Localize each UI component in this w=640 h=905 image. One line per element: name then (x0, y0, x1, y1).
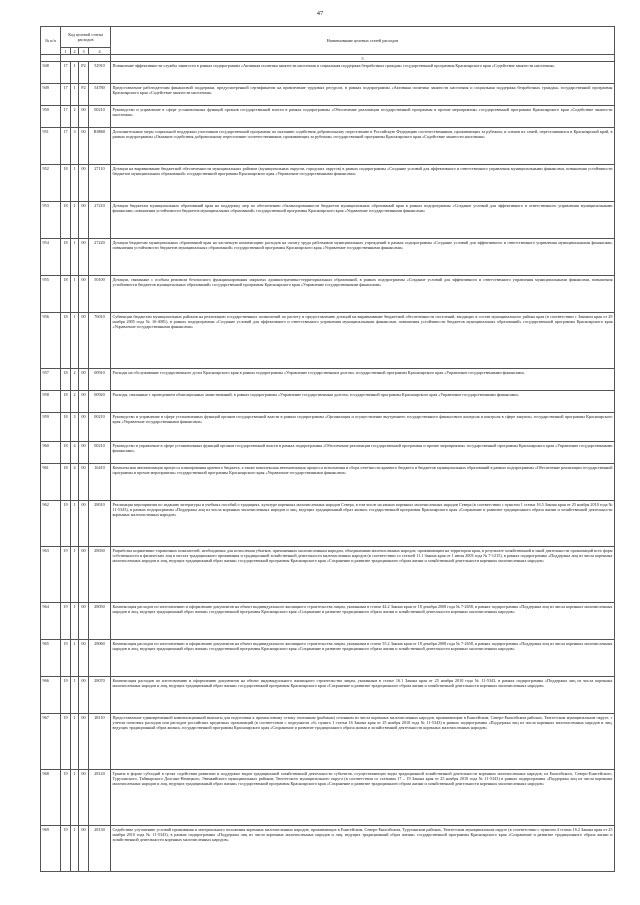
code-part-4: 28030 (89, 547, 111, 603)
header-code-group: Код целевой статьи расходов (61, 27, 111, 48)
row-number: 959 (41, 413, 61, 442)
row-number: 958 (41, 391, 61, 413)
code-part-3: 00 (79, 714, 89, 770)
code-part-3: 00 (79, 276, 89, 313)
row-description: Реализация мероприятия по изданию литературы и учебных пособий о традициях, культуре коренных малочисленных народов Севера, в том числе на языках коренных малочисленных народов Севера (в соответствии с пунктом 1 статьи 16.5 Закона края от 25 ноября 2010 года № 11-5343), в рамках подпрограммы «Поддержка лиц из числа коренных малочисленных народов и лиц, ведущих традиционный образ жизни» государственной программы Красноярского края «Сохранение и развитие традиционного образа жизни и хозяйственной деятельности коренных малочисленных народов» (111, 501, 615, 547)
row-description: Компенсация расходов по изготовлению и оформлению документов на объект индивидуального жилищного строительства лицам, указанным в статье 55.2 Закона края от 18 декабря 2008 года № 7-2658, в рамках подпрограммы «Поддержка лиц из числа коренных малочисленных народов и лиц, ведущих традиционный образ жизни» государственной программы Красноярского края «Сохранение и развитие традиционного образа жизни и хозяйственной деятельности коренных малочисленных народов» (111, 640, 615, 677)
table-row (41, 501, 615, 547)
row-description: Компенсация расходов по изготовлению и оформлению документов на объект индивидуального жилищного строительства лицам, указанным в статье 16.1 Закона края от 25 ноября 2010 года № 11-5343, в рамках подпрограммы «Поддержка лиц из числа коренных малочисленных народов и лиц, ведущих традиционный образ жизни» государственной программы Красноярского края «Сохранение и развитие традиционного образа жизни и хозяйственной деятельности коренных малочисленных народов» (111, 677, 615, 714)
code-part-2: 1 (71, 62, 79, 84)
code-part-2: 4 (71, 442, 79, 464)
code-part-3: 00 (79, 677, 89, 714)
code-part-1: 19 (61, 640, 71, 677)
code-part-1: 18 (61, 239, 71, 276)
row-number: 949 (41, 84, 61, 106)
code-part-4: 28060 (89, 640, 111, 677)
code-part-2: 2 (71, 369, 79, 391)
code-part-2: 2 (71, 391, 79, 413)
code-part-2: 1 (71, 165, 79, 202)
row-description: Дотации на выравнивание бюджетной обеспеченности муниципальных районов (муниципальных округов, городских округов) в рамках подпрограммы «Создание условий для эффективного и ответственного управления муниципальными финансами, повышения устойчивости бюджетов муниципальных образований» государственной программы Красноярского края «Управление государственными финансами» (111, 165, 615, 202)
code-part-4: 28120 (89, 770, 111, 826)
code-part-3: 00 (79, 128, 89, 165)
code-part-2: 1 (71, 239, 79, 276)
code-part-1: 19 (61, 714, 71, 770)
code-part-2: 1 (71, 603, 79, 640)
code-part-4: 00210 (89, 106, 111, 128)
code-part-3: 00 (79, 413, 89, 442)
code-part-3: 00 (79, 826, 89, 872)
code-part-3: 00 (79, 603, 89, 640)
row-number: 954 (41, 239, 61, 276)
code-part-1: 17 (61, 106, 71, 128)
code-part-3: 00 (79, 165, 89, 202)
code-part-2: 1 (71, 770, 79, 826)
code-part-1: 18 (61, 391, 71, 413)
code-part-1: 19 (61, 501, 71, 547)
code-part-1: 18 (61, 276, 71, 313)
code-part-3: 00 (79, 391, 89, 413)
code-part-4: 16410 (89, 464, 111, 501)
code-part-1: 19 (61, 603, 71, 640)
code-part-4: 00920 (89, 391, 111, 413)
row-description: Руководство и управление в сфере установленных функций органов государственной власти в рамках подпрограммы «Организация и осуществление внутреннего государственного финансового контроля и контроля в сфере закупок» государственной программы Красноярского края «Управление государственными финансами» (111, 413, 615, 442)
row-number: 966 (41, 677, 61, 714)
row-description: Комплексная автоматизация процесса планирования краевого бюджета, а также комплексная автоматизация процесса исполнения и сбора отчетности краевого бюджета и бюджетов муниципальных образований в рамках подпрограммы «Обеспечение реализации государственной программы и прочие мероприятия» государственной программы Красноярского края «Управление государственными финансами» (111, 464, 615, 501)
code-part-4: 28130 (89, 826, 111, 872)
code-part-1: 18 (61, 165, 71, 202)
table-row (41, 276, 615, 313)
code-part-2: 1 (71, 84, 79, 106)
code-part-3: 00 (79, 442, 89, 464)
code-part-1: 18 (61, 464, 71, 501)
code-part-2: 2 (71, 106, 79, 128)
row-number: 956 (41, 313, 61, 369)
code-part-4: 27210 (89, 202, 111, 239)
code-part-2: 1 (71, 276, 79, 313)
row-description: Дотации бюджетам муниципальных образований края на частичную компенсацию расходов на оплату труда работников муниципальных учреждений в рамках подпрограммы «Создание условий для эффективного и ответственного управления муниципальными финансами, повышения устойчивости бюджетов муниципальных образований» государственной программы Красноярского края «Управление государственными финансами» (111, 239, 615, 276)
table-row (41, 547, 615, 603)
table-row (41, 442, 615, 464)
row-number: 957 (41, 369, 61, 391)
code-part-4: 28070 (89, 677, 111, 714)
row-description: Субвенции бюджетам муниципальных районов на реализацию государственных полномочий по расчету и предоставлению дотаций на выравнивание бюджетной обеспеченности поселений, входящих в состав муниципального района края (в соответствии с Законом края от 29 ноября 2005 года № 16-4081), в рамках подпрограммы «Создание условий для эффективного и ответственного управления муниципальными финансами, повышения устойчивости бюджетов муниципальных образований» государственной программы Красноярского края «Управление государственными финансами» (111, 313, 615, 369)
code-part-2: 1 (71, 501, 79, 547)
code-part-3: 00 (79, 640, 89, 677)
row-number: 951 (41, 128, 61, 165)
table-row (41, 202, 615, 239)
budget-classification-table (40, 26, 615, 872)
code-part-2: 1 (71, 677, 79, 714)
table-row (41, 106, 615, 128)
code-part-4: 00210 (89, 442, 111, 464)
subheader-1: 1 (61, 48, 71, 55)
code-part-4: 27110 (89, 165, 111, 202)
row-description: Содействие улучшению условий проживания и материального положения коренных малочисленных народов, проживающих в Енисейском, Северо-Енисейском, Туруханском районах, Тюхтетском муниципальном округе (в соответствии с пунктом 4 статьи 16.2 Закона края от 25 ноября 2010 года № 11-5343), в рамках подпрограммы «Поддержка лиц из числа коренных малочисленных народов и лиц, ведущих традиционный образ жизни» государственной программы Красноярского края «Сохранение и развитие традиционного образа жизни и хозяйственной деятельности коренных малочисленных народов» (111, 826, 615, 872)
code-part-1: 17 (61, 128, 71, 165)
row-number: 963 (41, 547, 61, 603)
row-number: 948 (41, 62, 61, 84)
table-row (41, 165, 615, 202)
row-description: Дотации бюджетам муниципальных образований края на поддержку мер по обеспечению сбалансированности бюджетов муниципальных образований края в рамках подпрограммы «Создание условий для эффективного и ответственного управления муниципальными финансами, повышения устойчивости бюджетов муниципальных образований» государственной программы Красноярского края «Управление государственными финансами» (111, 202, 615, 239)
code-part-4: 28010 (89, 501, 111, 547)
table-row (41, 603, 615, 640)
table-row (41, 770, 615, 826)
code-part-1: 19 (61, 547, 71, 603)
code-part-1: 19 (61, 770, 71, 826)
code-part-3: 00 (79, 501, 89, 547)
row-number: 952 (41, 165, 61, 202)
row-description: Гранты в форме субсидий в целях содействия развитию и поддержке видов традиционной хозяйственной деятельности субъектов, осуществляющих виды традиционной хозяйственной деятельности коренных малочисленных народов, из Енисейского, Северо-Енисейского, Туруханского, Таймырского Долгано-Ненецкого, Эвенкийского муниципальных районов, Тюхтетского муниципального округа (в соответствии со статьями 17 – 19 Закона края от 25 ноября 2010 года № 11-5343) в рамках подпрограммы «Поддержка лиц из числа коренных малочисленных народов и лиц, ведущих традиционный образ жизни» государственной программы Красноярского края «Сохранение и развитие традиционного образа жизни и хозяйственной деятельности коренных малочисленных народов» (111, 770, 615, 826)
row-description: Руководство и управление в сфере установленных функций органов государственной власти в рамках подпрограммы «Обеспечение реализации государственной программы и прочие мероприятия» государственной программы Красноярского края «Содействие занятости населения» (111, 106, 615, 128)
code-part-3: P2 (79, 62, 89, 84)
code-part-1: 18 (61, 202, 71, 239)
table-row (41, 128, 615, 165)
row-description: Разработка нормативно-справочных показателей, необходимых для исчисления убытков, причиненных малочисленным народам, объединениям малочисленных народов, проживающим на территории края, в результате хозяйственной и иной деятельности организаций всех форм собственности и физических лиц в местах традиционного проживания и традиционной хозяйственной деятельности малочисленных народов (в соответствии со статьей 11.1 Закона края от 1 июля 2003 года № 7-1215), в рамках подпрограммы «Поддержка лиц из числа коренных малочисленных народов и лиц, ведущих традиционный образ жизни» государственной программы Красноярского края «Сохранение и развитие традиционного образа жизни и хозяйственной деятельности коренных малочисленных народов» (111, 547, 615, 603)
subheader-2: 2 (71, 48, 79, 55)
header-index: № п/п (41, 27, 61, 55)
table-header-row (41, 27, 615, 48)
row-description: Предоставление единовременной компенсационной выплаты для подготовки к промысловому сезону охотникам (рыбакам) сезонным из числа коренных малочисленных народов, проживающим в Енисейском, Северо-Енисейском районах, Тюхтетском муниципальном округе, с учетом почтовых расходов или расходов российских кредитных организаций (в соответствии с подпунктом «б» пункта 1 статьи 16 Закона края от 25 ноября 2010 года № 11-5343) в рамках подпрограммы «Поддержка лиц из числа коренных малочисленных народов и лиц, ведущих традиционный образ жизни» государственной программы Красноярского края «Сохранение и развитие традиционного образа жизни и хозяйственной деятельности коренных малочисленных народов» (111, 714, 615, 770)
table-row (41, 413, 615, 442)
code-part-2: 1 (71, 547, 79, 603)
table-row (41, 464, 615, 501)
code-part-3: 00 (79, 313, 89, 369)
code-part-1: 17 (61, 62, 71, 84)
subheader-3: 3 (79, 48, 89, 55)
code-part-4: 28050 (89, 603, 111, 640)
code-part-1: 18 (61, 413, 71, 442)
code-part-2: 1 (71, 714, 79, 770)
code-part-1: 19 (61, 677, 71, 714)
row-number: 964 (41, 603, 61, 640)
row-description: Руководство и управление в сфере установленных функций органов государственной власти в рамках подпрограммы «Обеспечение реализации государственной программы и прочие мероприятия» государственной программы Красноярского края «Управление государственными финансами» (111, 442, 615, 464)
table-row (41, 62, 615, 84)
code-part-4: 52910 (89, 62, 111, 84)
code-part-3: 00 (79, 770, 89, 826)
code-part-4: 76010 (89, 313, 111, 369)
code-part-3: 00 (79, 202, 89, 239)
code-part-4: 27220 (89, 239, 111, 276)
row-number: 962 (41, 501, 61, 547)
table-body (41, 62, 615, 872)
code-part-4: 00910 (89, 369, 111, 391)
row-number: 967 (41, 714, 61, 770)
row-number: 965 (41, 640, 61, 677)
code-part-2: 1 (71, 202, 79, 239)
row-description: Предоставление работодателям финансовой поддержки, предусмотренной сертификатом на привлечение трудовых ресурсов, в рамках подпрограммы «Активная политика занятости населения и социальная поддержка безработных граждан» государственной программы Красноярского края «Содействие занятости населения» (111, 84, 615, 106)
code-part-2: 1 (71, 826, 79, 872)
row-description: Расходы, связанные с проведением облигационных заимствований, в рамках подпрограммы «Управление государственным долгом» государственной программы Красноярского края «Управление государственными финансами» (111, 391, 615, 413)
code-part-2: 3 (71, 413, 79, 442)
code-part-2: 1 (71, 640, 79, 677)
row-description: Повышение эффективности службы занятости в рамках подпрограммы «Активная политика занятости населения и социальная поддержка безработных граждан» государственной программы Красноярского края «Содействие занятости населения» (111, 62, 615, 84)
header-name: Наименование целевых статей расходов (111, 27, 615, 55)
row-description: Расходы на обслуживание государственного долга Красноярского края в рамках подпрограммы «Управление государственным долгом» государственной программы Красноярского края «Управление государственными финансами» (111, 369, 615, 391)
row-number: 968 (41, 770, 61, 826)
code-part-3: 00 (79, 464, 89, 501)
code-part-3: 00 (79, 547, 89, 603)
table-row (41, 826, 615, 872)
page-number: 47 (316, 10, 324, 17)
row-number: 950 (41, 106, 61, 128)
code-part-2: 4 (71, 464, 79, 501)
table-row (41, 313, 615, 369)
row-number: 969 (41, 826, 61, 872)
code-part-4: 50100 (89, 276, 111, 313)
row-description: Дополнительные меры социальной поддержки участников государственной программы по оказанию содействия добровольному переселению в Российскую Федерацию соотечественников, проживающих за рубежом, и членов их семей, переселившихся в Красноярский край, в рамках подпрограммы «Оказание содействия добровольному переселению соотечественников, проживающих за рубежом» государственной программы Красноярского края «Содействие занятости населения» (111, 128, 615, 165)
table-row (41, 84, 615, 106)
code-part-1: 18 (61, 442, 71, 464)
code-part-2: 1 (71, 313, 79, 369)
code-part-4: 54780 (89, 84, 111, 106)
table-row (41, 677, 615, 714)
table-row (41, 369, 615, 391)
code-part-4: 28110 (89, 714, 111, 770)
table-row (41, 640, 615, 677)
subheader-empty-codes (61, 55, 111, 62)
row-description: Дотации, связанные с особым режимом безопасного функционирования закрытых административно-территориальных образований, в рамках подпрограммы «Создание условий для эффективного и ответственного управления муниципальными финансами, повышения устойчивости бюджетов муниципальных образований» государственной программы Красноярского края «Управление государственными финансами» (111, 276, 615, 313)
code-part-3: P2 (79, 84, 89, 106)
table-row (41, 391, 615, 413)
code-part-1: 19 (61, 826, 71, 872)
code-part-4: R0860 (89, 128, 111, 165)
row-description: Компенсация расходов по изготовлению и оформлению документов на объект индивидуального жилищного строительства лицам, указанным в статье 44.2 Закона края от 18 декабря 2008 года № 7-2658, в рамках подпрограммы «Поддержка лиц из числа коренных малочисленных народов и лиц, ведущих традиционный образ жизни» государственной программы Красноярского края «Сохранение и развитие традиционного образа жизни и хозяйственной деятельности коренных малочисленных народов» (111, 603, 615, 640)
subheader-empty (41, 55, 61, 62)
subheader-4: 4 (89, 48, 111, 55)
table-row (41, 239, 615, 276)
table-row (41, 714, 615, 770)
code-part-1: 17 (61, 84, 71, 106)
code-part-1: 18 (61, 313, 71, 369)
code-part-4: 00210 (89, 413, 111, 442)
code-part-3: 00 (79, 369, 89, 391)
subheader-5: 5 (111, 55, 615, 62)
row-number: 961 (41, 464, 61, 501)
code-part-3: 00 (79, 239, 89, 276)
table-subheader-name-row (41, 55, 615, 62)
row-number: 955 (41, 276, 61, 313)
row-number: 953 (41, 202, 61, 239)
code-part-3: 00 (79, 106, 89, 128)
code-part-1: 18 (61, 369, 71, 391)
code-part-2: 3 (71, 128, 79, 165)
row-number: 960 (41, 442, 61, 464)
